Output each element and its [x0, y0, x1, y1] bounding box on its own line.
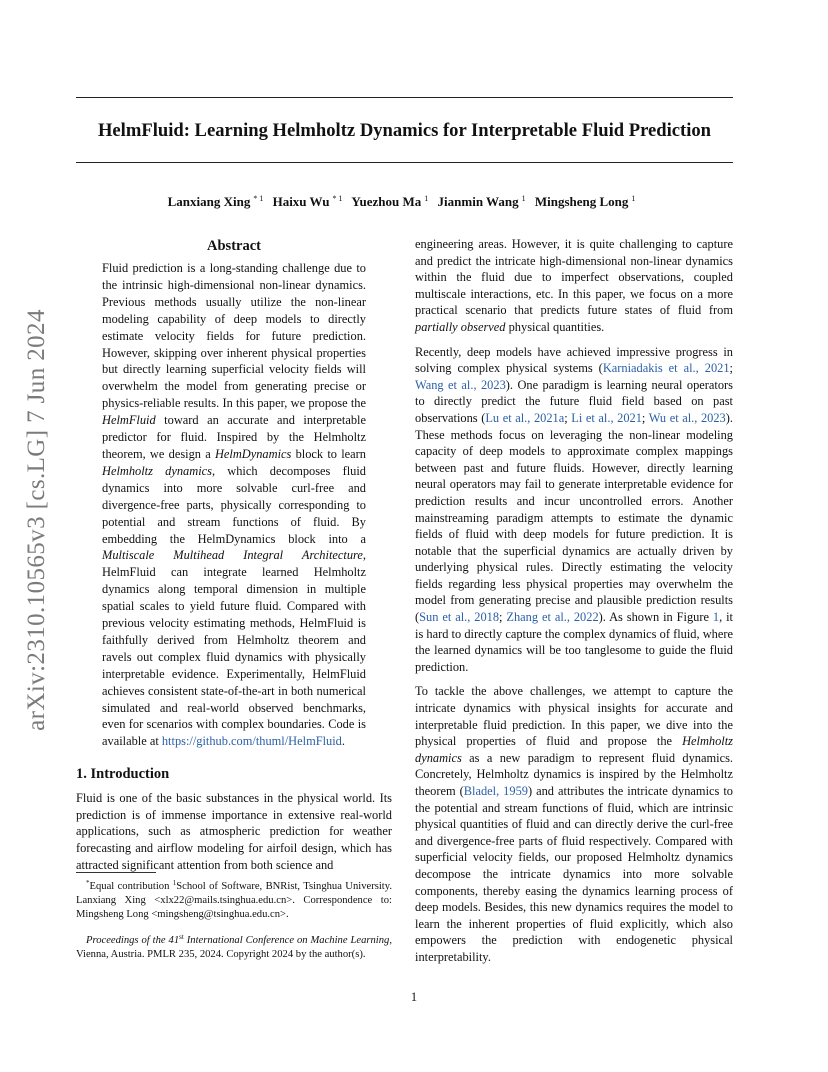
title-rule-top	[76, 97, 733, 98]
author-affiliation-mark: * 1	[253, 194, 264, 203]
body-paragraph: engineering areas. However, it is quite challenging to capture and predict the intricate high-dimensional non-linear dynamics within the fluid due to imperfect observations, coupled multiscale interactions, etc. In this paper, we focus on a more practical scenario that predicts future states of fluid from partially observed physical quantities.	[415, 237, 733, 334]
footnote-affiliation: *Equal contribution $^1$School of Software, BNRist, Tsinghua University. Lanxiang Xing <xlx22@mails.tsinghua.edu.cn>. Correspondence to: Mingsheng Long <mingsheng@tsinghua.edu.cn>.	[76, 879, 392, 920]
citation-link[interactable]: Karniadakis et al., 2021	[602, 361, 730, 376]
author-affiliation-mark: * 1	[332, 194, 343, 203]
author-affiliation-mark: 1	[521, 194, 526, 203]
author-list	[76, 190, 733, 211]
left-column	[76, 236, 392, 873]
footnote-rule	[76, 872, 156, 873]
figure-link[interactable]: 1	[712, 610, 720, 625]
citation-link[interactable]: Wang et al., 2023	[415, 377, 506, 392]
right-column	[415, 236, 733, 974]
author-name: Haixu Wu	[272, 194, 330, 209]
abstract-section	[102, 236, 366, 750]
abstract-body: Fluid prediction is a long-standing challenge due to the intrinsic high-dimensional non-linear dynamics. Previous methods usually utilize the non-linear modeling capability of deep models to directly estimate velocity fields for future prediction. However, skipping over inherent physical properties but directly learning superficial velocity fields will overwhelm the model from generating precise or physics-reliable results. In this paper, we propose the HelmFluid toward an accurate and interpretable predictor for fluid. Inspired by the Helmholtz theorem, we design a HelmDynamics block to learn Helmholtz dynamics, which decomposes fluid dynamics into more solvable curl-free and divergence-free parts, physically corresponding to potential and stream functions of fluid. By embedding the HelmDynamics block into a Multiscale Multihead Integral Architecture, HelmFluid can integrate learned Helmholtz dynamics along temporal dimension in multiple spatial scales to yield future fluid. Compared with previous velocity estimating methods, HelmFluid is faithfully derived from Helmholtz theorem and ravels out complex fluid dynamics with physically interpretable evidence. Experimentally, HelmFluid achieves consistent state-of-the-art in both numerical simulated and real-world observed benchmarks, even for scenarios with complex boundaries. Code is available at https://github.com/thuml/HelmFluid.	[102, 261, 366, 749]
page-number: 1	[410, 990, 418, 1004]
body-paragraph: To tackle the above challenges, we attempt to capture the intricate dynamics with physical insights for accurate and interpretable fluid prediction. In this paper, we dive into the physical properties of fluid and propose the Helmholtz dynamics as a new paradigm to represent fluid dynamics. Concretely, Helmholtz dynamics is inspired by the Helmholtz theorem (Bladel, 1959) and attributes the intricate dynamics to the potential and stream functions of fluid, which are intrinsic physical quantities of fluid and can directly derive the curl-free and divergence-free parts of fluid respectively. Compared with superficial velocity fields, our proposed Helmholtz dynamics decompose the intricate dynamics into more solvable components, thereby easing the dynamics learning process of deep models. Besides, this new dynamics requires the model to learn the inherent properties of fluid explicitly, which also empowers the prediction with endogenetic physical interpretability.	[415, 684, 733, 964]
citation-link[interactable]: Wu et al., 2023	[648, 410, 726, 425]
introduction-paragraph: Fluid is one of the basic substances in the physical world. Its prediction is of immense importance in extensive real-world applications, such as atmospheric prediction for weather forecasting and airflow modeling for airfoil design, which has attracted significant attention from both science and	[76, 791, 392, 872]
author-affiliation-mark: 1	[424, 194, 429, 203]
introduction-heading: 1. Introduction	[76, 766, 170, 783]
author-name: Yuezhou Ma	[351, 194, 422, 209]
citation-link[interactable]: Lu et al., 2021a	[485, 410, 565, 425]
author-name: Jianmin Wang	[437, 194, 519, 209]
citation-link[interactable]: Zhang et al., 2022	[506, 610, 599, 625]
author-affiliation-mark: 1	[631, 194, 636, 203]
citation-link[interactable]: Li et al., 2021	[571, 410, 642, 425]
body-paragraph: Recently, deep models have achieved impressive progress in solving complex physical systems (Karniadakis et al., 2021; Wang et al., 2023). One paradigm is learning neural operators to directly predict the future fluid field based on past observations (Lu et al., 2021a; Li et al., 2021; Wu et al., 2023). These methods focus on leveraging the non-linear modeling capacity of deep models to approximate complex mappings between past and future fluids. However, directly learning neural operators may fail to generate interpretable evidence for prediction results and incur uncontrolled errors. Another mainstreaming paradigm attempts to estimate the dynamic fields of fluid with deep models for future prediction. It is notable that the superficial dynamics are actually driven by underlying physical rules. Directly estimating the velocity fields regarding less physical properties may overwhelm the model from generating precise and plausible prediction results (Sun et al., 2018; Zhang et al., 2022). As shown in Figure 1, it is hard to directly capture the complex dynamics of fluid, where the learned dynamics will be too tanglesome to guide the fluid prediction.	[415, 344, 733, 674]
abstract-heading: Abstract	[207, 238, 261, 254]
author-name: Mingsheng Long	[534, 194, 629, 209]
citation-link[interactable]: Bladel, 1959	[463, 784, 528, 798]
code-link[interactable]: https://github.com/thuml/HelmFluid	[161, 734, 342, 749]
footnote-proceedings: Proceedings of the 41st International Conference on Machine Learning, Vienna, Austria. PMLR 235, 2024. Copyright 2024 by the author(s).	[76, 933, 392, 960]
paper-title: HelmFluid: Learning Helmholtz Dynamics for Interpretable Fluid Prediction	[97, 120, 712, 141]
arxiv-identifier-stamp: arXiv:2310.10565v3 [cs.LG] 7 Jun 2024	[23, 309, 50, 731]
author-name: Lanxiang Xing	[167, 194, 251, 209]
citation-link[interactable]: Sun et al., 2018	[419, 610, 500, 625]
title-rule-bottom	[76, 162, 733, 163]
